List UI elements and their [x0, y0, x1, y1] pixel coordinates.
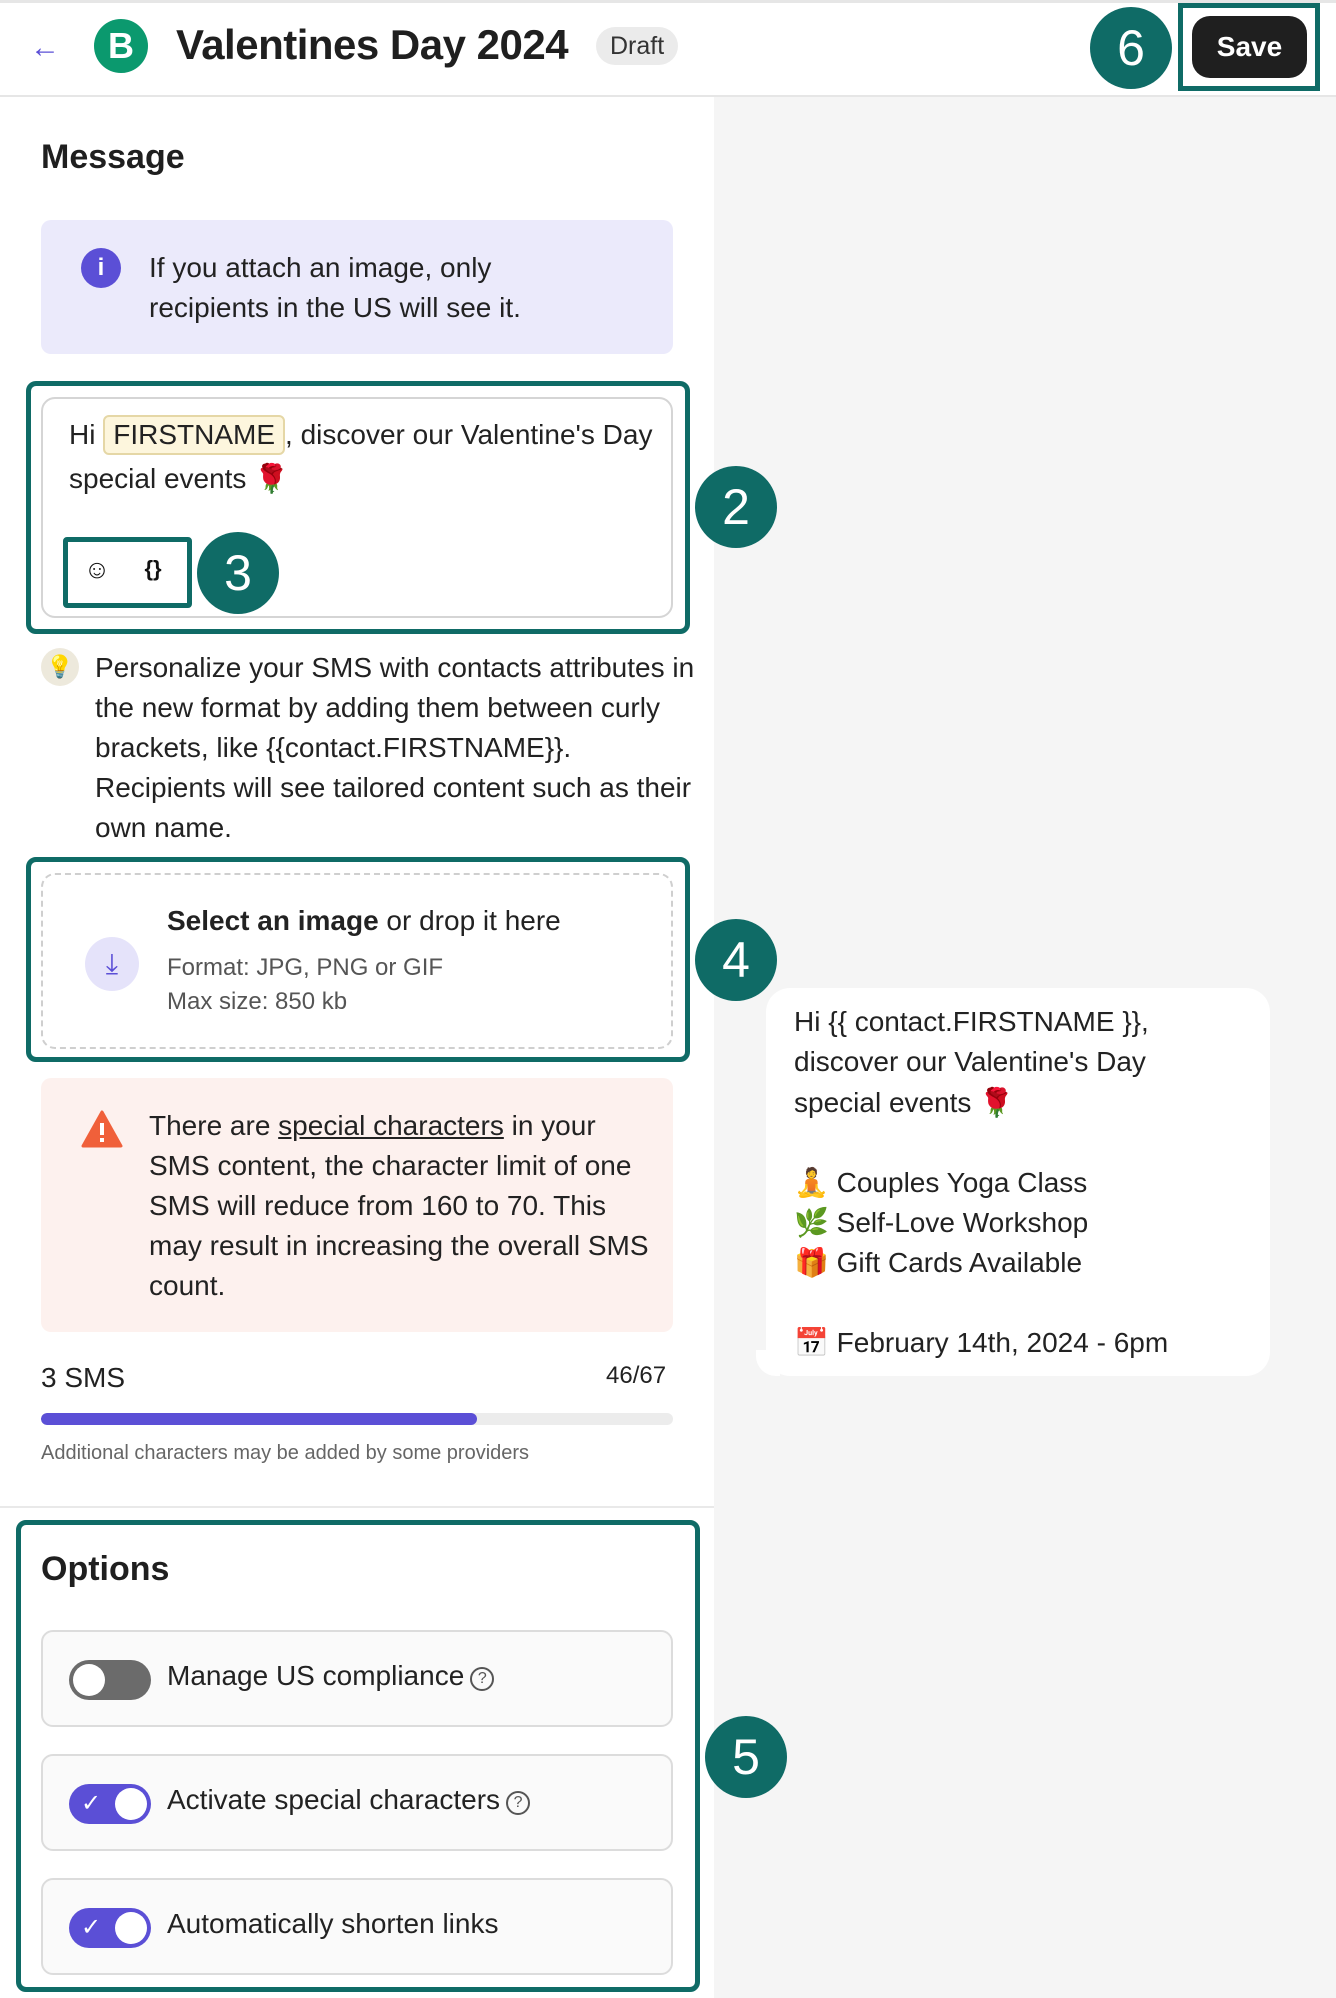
- preview-line: 🌿 Self-Love Workshop: [794, 1207, 1089, 1238]
- top-bar: [0, 0, 1336, 97]
- tip-text: Personalize your SMS with contacts attributes in the new format by adding them between curly brackets, like {{contact.FIRSTNAME}}. Recipients will see tailored content such as their own name.: [95, 652, 695, 843]
- toggle-automatically-shorten-links[interactable]: [69, 1908, 151, 1948]
- toggle-manage-us-compliance[interactable]: [69, 1660, 151, 1700]
- variable-braces-icon[interactable]: {}: [144, 556, 162, 581]
- warning-text: [149, 1106, 649, 1306]
- option-manage-us-compliance: [41, 1630, 673, 1727]
- preview-line: 🧘 Couples Yoga Class: [794, 1167, 1088, 1198]
- providers-note: Additional characters may be added by some providers: [41, 1442, 530, 1464]
- toggle-knob: [115, 1912, 147, 1944]
- special-characters-link[interactable]: special characters: [278, 1110, 504, 1141]
- check-icon: ✓: [81, 1914, 102, 1941]
- option-label-text: Automatically shorten links: [167, 1908, 499, 1939]
- toggle-knob: [115, 1788, 147, 1820]
- preview-line: Hi {{ contact.FIRSTNAME }},: [794, 1006, 1149, 1037]
- warning-text-before: There are: [149, 1110, 279, 1141]
- preview-line: discover our Valentine's Day: [794, 1046, 1146, 1077]
- help-icon[interactable]: ?: [506, 1791, 530, 1815]
- message-text[interactable]: [69, 413, 659, 501]
- upload-title[interactable]: [167, 905, 561, 937]
- option-label-text: Activate special characters: [167, 1784, 501, 1815]
- toggle-knob: [73, 1664, 105, 1696]
- campaign-title: Valentines Day 2024: [176, 21, 569, 68]
- sms-count: 3 SMS: [41, 1362, 126, 1393]
- save-button[interactable]: Save: [1192, 16, 1307, 78]
- option-label: [167, 1908, 498, 1940]
- status-badge: Draft: [596, 27, 678, 65]
- upload-format-text: Format: JPG, PNG or GIF: [167, 954, 444, 981]
- back-arrow-icon[interactable]: ←: [30, 31, 60, 64]
- upload-max-size-text: Max size: 850 kb: [167, 988, 348, 1015]
- section-divider: [0, 1506, 714, 1508]
- character-progress-bar: [41, 1413, 673, 1425]
- check-icon: ✓: [81, 1790, 102, 1817]
- brevo-logo: B: [94, 19, 148, 73]
- character-count: 46/67: [606, 1362, 667, 1389]
- message-suffix: , discover our Valentine's Day special events 🌹: [69, 419, 653, 494]
- emoji-icon[interactable]: ☺: [83, 554, 111, 584]
- options-section-title: Options: [41, 1550, 170, 1588]
- character-progress-fill: [41, 1413, 477, 1425]
- option-label-text: Manage US compliance: [167, 1660, 465, 1691]
- step-marker-6: 6: [1090, 7, 1172, 89]
- toolbar-highlight-frame: [63, 537, 192, 608]
- option-label: [167, 1784, 530, 1816]
- image-upload-dropzone[interactable]: [41, 873, 673, 1049]
- option-automatically-shorten-links: [41, 1878, 673, 1975]
- upload-title-rest: or drop it here: [378, 905, 561, 936]
- preview-line: 📅 February 14th, 2024 - 6pm: [794, 1327, 1169, 1358]
- message-section-title: Message: [41, 138, 185, 176]
- step-marker-4: 4: [695, 919, 777, 1001]
- option-activate-special-characters: [41, 1754, 673, 1851]
- step-marker-5: 5: [705, 1716, 787, 1798]
- variable-chip-firstname[interactable]: FIRSTNAME: [103, 415, 285, 455]
- special-characters-warning: [41, 1078, 673, 1332]
- lightbulb-icon: 💡: [41, 648, 79, 686]
- help-icon[interactable]: ?: [470, 1667, 494, 1691]
- sms-preview-bubble: [766, 988, 1270, 1376]
- step-marker-3: 3: [197, 532, 279, 614]
- warning-text-after: in your SMS content, the character limit of one SMS will reduce from 160 to 70. This may result in increasing the overall SMS count.: [149, 1110, 649, 1301]
- preview-line: special events 🌹: [794, 1087, 1015, 1118]
- info-banner: [41, 220, 673, 354]
- step-marker-2: 2: [695, 466, 777, 548]
- info-icon: i: [81, 248, 121, 288]
- toggle-activate-special-characters[interactable]: [69, 1784, 151, 1824]
- preview-line: 🎁 Gift Cards Available: [794, 1247, 1083, 1278]
- option-label: [167, 1660, 494, 1692]
- message-prefix: Hi: [69, 419, 104, 450]
- warning-icon: [81, 1110, 123, 1148]
- select-image-link[interactable]: Select an image: [167, 905, 379, 936]
- info-text: If you attach an image, only recipients in the US will see it.: [149, 252, 521, 323]
- upload-icon: ⤓: [85, 937, 139, 991]
